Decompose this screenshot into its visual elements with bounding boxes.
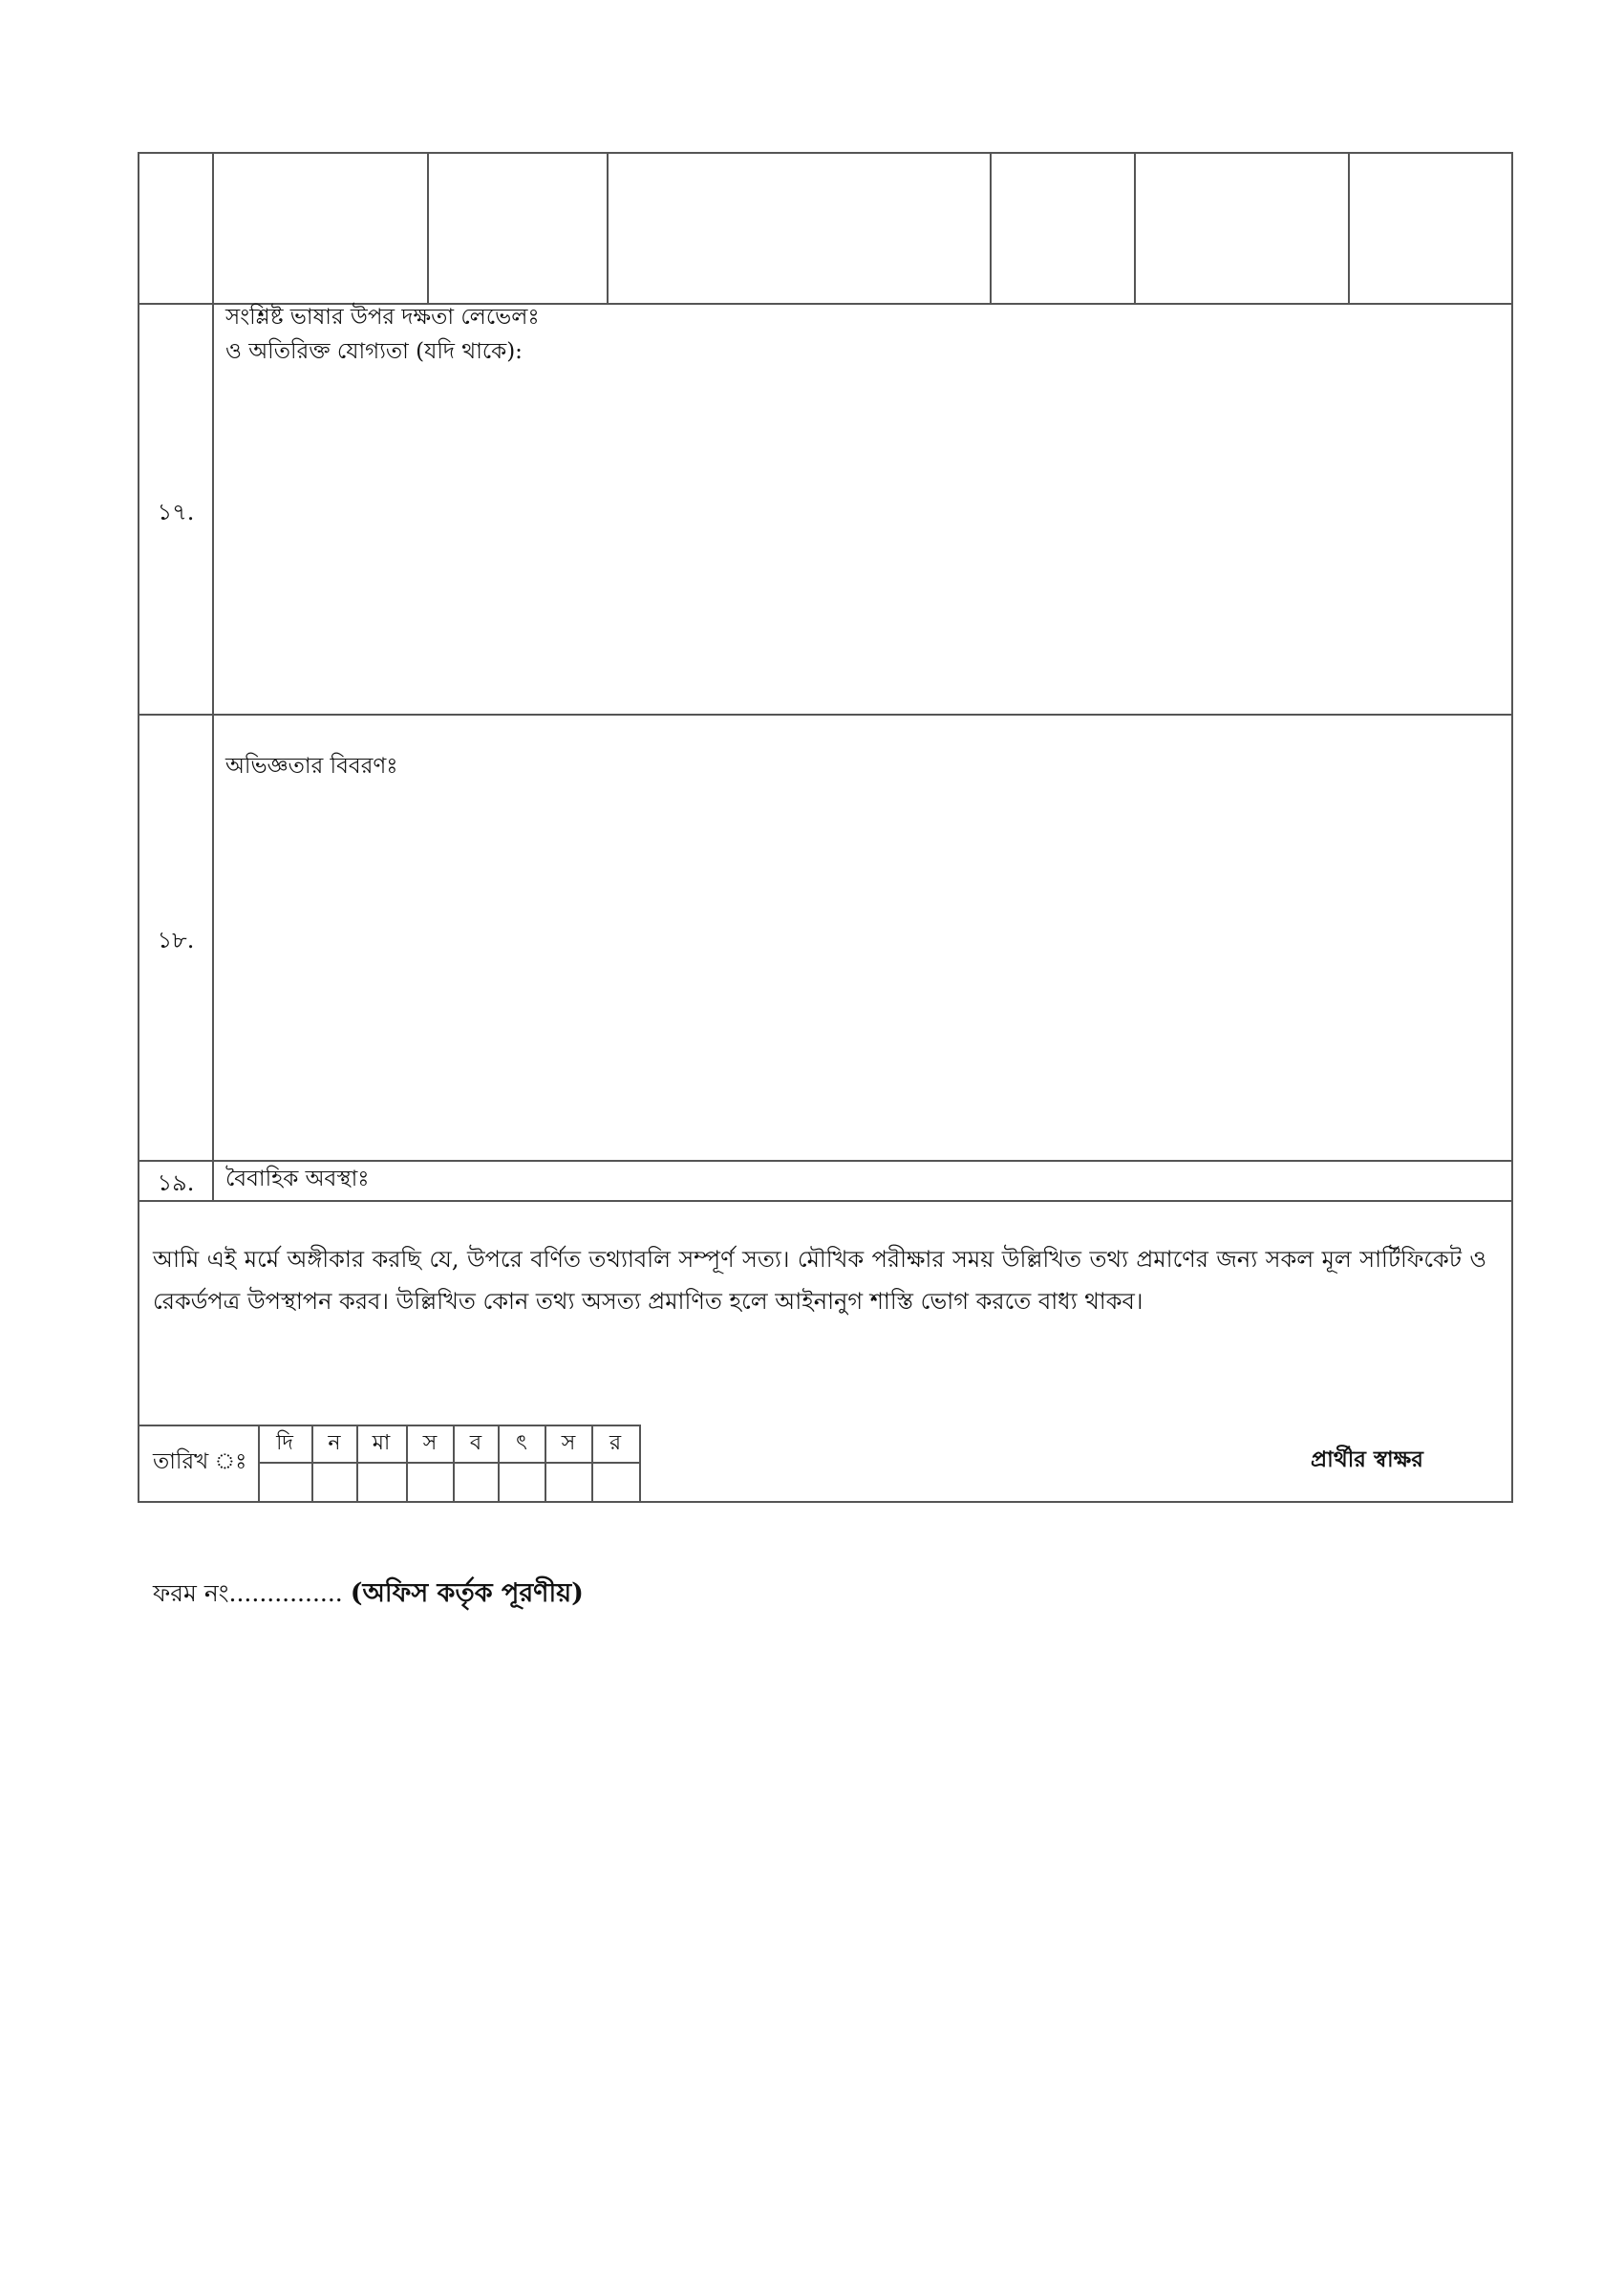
signature-label: প্রার্থীর স্বাক্ষর bbox=[1311, 1447, 1423, 1472]
date-input-cell[interactable] bbox=[500, 1464, 545, 1501]
table-bottom-border bbox=[138, 1501, 1513, 1503]
table-top-border bbox=[138, 152, 1513, 154]
row-17-label-line-1: সংশ্লিষ্ট ভাষার উপর দক্ষতা লেভেলঃ bbox=[225, 305, 540, 330]
date-row-top-border bbox=[138, 1425, 641, 1426]
declaration-text: আমি এই মর্মে অঙ্গীকার করছি যে, উপরে বর্ণিত তথ্যাবলি সম্পূর্ণ সত্য। মৌখিক পরীক্ষার সময় উল্লিখিত তথ্য প্রমাণের জন্য সকল মূল সার্টিফিকেট ও রেকর্ডপত্র উপস্থাপন করব। উল্লিখিত কোন তথ্য অসত্য প্রমাণিত হলে আইনানুগ শাস্তি ভোগ করতে বাধ্য থাকব। bbox=[153, 1246, 1486, 1315]
row-17-label-line-2: ও অতিরিক্ত যোগ্যতা (যদি থাকে): bbox=[225, 339, 523, 364]
date-letter: ৎ bbox=[516, 1431, 527, 1455]
date-input-cell[interactable] bbox=[546, 1464, 591, 1501]
table-row-divider bbox=[138, 1200, 1513, 1202]
row-18-number: ১৮. bbox=[157, 927, 195, 954]
table-right-border bbox=[1511, 152, 1513, 1503]
row-18-label: অভিজ্ঞতার বিবরণঃ bbox=[225, 754, 398, 779]
date-input-cell[interactable] bbox=[593, 1464, 639, 1501]
row-19-label: বৈবাহিক অবস্থাঃ bbox=[225, 1167, 370, 1191]
table-row-divider bbox=[138, 1160, 1513, 1162]
form-number-label bbox=[153, 1578, 584, 1609]
table-column-line bbox=[1348, 152, 1350, 305]
table-row-divider bbox=[138, 714, 1513, 716]
date-grid-line bbox=[639, 1425, 641, 1503]
date-letter: ব bbox=[469, 1431, 482, 1455]
row-17-number: ১৭. bbox=[157, 499, 195, 525]
date-input-cell[interactable] bbox=[358, 1464, 406, 1501]
date-letter: স bbox=[561, 1431, 576, 1455]
date-letter: মা bbox=[372, 1431, 391, 1455]
date-label: তারিখ ঃ bbox=[153, 1449, 247, 1474]
table-column-line bbox=[427, 152, 429, 305]
table-column-line bbox=[607, 152, 609, 305]
date-letter: র bbox=[609, 1431, 622, 1455]
table-column-line bbox=[990, 152, 992, 305]
row-19-number: ১৯. bbox=[157, 1169, 195, 1196]
form-number-text: ফরম নং............... bbox=[153, 1579, 343, 1607]
table-left-border bbox=[138, 152, 139, 1503]
date-letter: ন bbox=[328, 1431, 341, 1455]
date-input-cell[interactable] bbox=[408, 1464, 453, 1501]
number-column-line bbox=[212, 152, 214, 1201]
date-letter: দি bbox=[276, 1431, 293, 1455]
table-column-line bbox=[1134, 152, 1136, 305]
date-letter: স bbox=[422, 1431, 438, 1455]
date-input-cell[interactable] bbox=[455, 1464, 498, 1501]
date-input-cell[interactable] bbox=[313, 1464, 356, 1501]
office-note: (অফিস কর্তৃক পূরণীয়) bbox=[350, 1578, 584, 1608]
date-input-cell[interactable] bbox=[260, 1464, 311, 1501]
